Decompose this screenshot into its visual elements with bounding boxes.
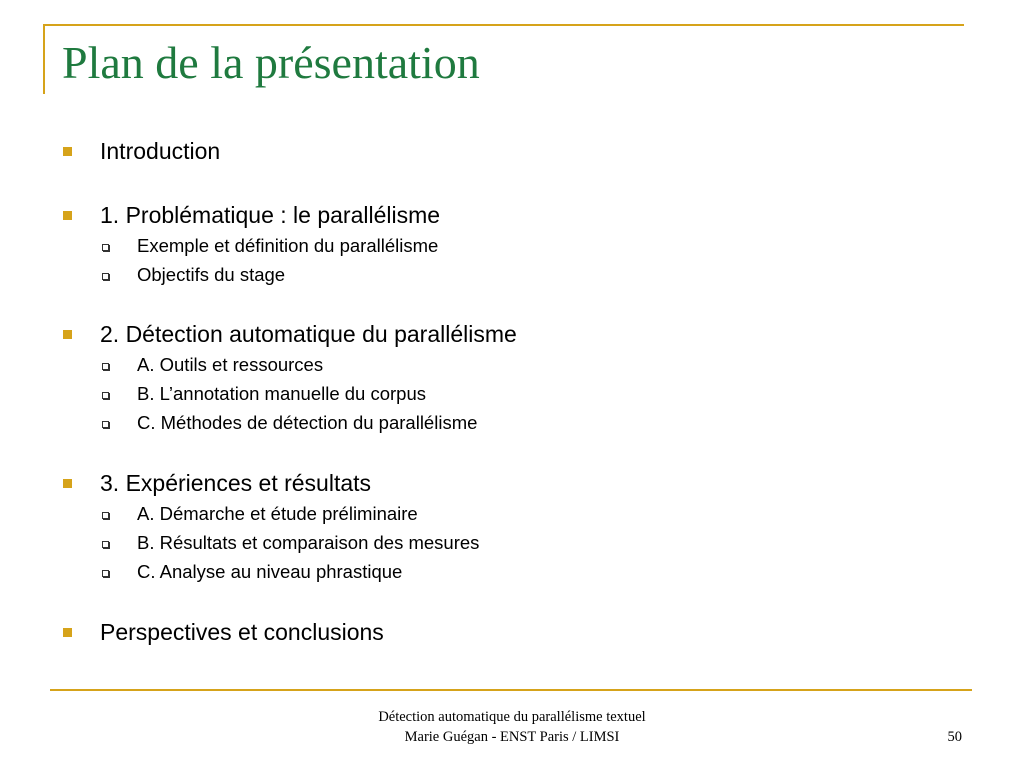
- outline-subitem: [137, 353, 323, 377]
- outline-item-label: 2. Détection automatique du parallélisme: [100, 321, 517, 347]
- outline-subitem-label: B. L’annotation manuelle du corpus: [137, 383, 427, 404]
- outline-item-label: 3. Expériences et résultats: [100, 470, 372, 496]
- outline-item-perspectives: [100, 618, 384, 646]
- slide-title: Plan de la présentation: [62, 37, 480, 88]
- hollow-square-bullet-icon: [102, 273, 109, 280]
- outline-subitem: [137, 502, 418, 526]
- hollow-square-bullet-icon: [102, 541, 109, 548]
- outline-subitem-label: B. Résultats et comparaison des mesures: [137, 532, 480, 553]
- outline-item-introduction: [100, 137, 220, 165]
- square-bullet-icon: [63, 211, 72, 220]
- outline-item-label: 1. Problématique : le parallélisme: [100, 202, 441, 228]
- square-bullet-icon: [63, 330, 72, 339]
- hollow-square-bullet-icon: [102, 392, 109, 399]
- outline-subitem: [137, 560, 402, 584]
- square-bullet-icon: [63, 628, 72, 637]
- outline-subitem: [137, 411, 477, 435]
- outline-item-problematique: [100, 201, 440, 229]
- square-bullet-icon: [63, 479, 72, 488]
- footer: [312, 707, 712, 747]
- outline-subitem: [137, 234, 438, 258]
- outline-subitem-label: A. Outils et ressources: [137, 354, 324, 375]
- footer-line-title: Détection automatique du parallélisme textuel: [378, 709, 646, 725]
- hollow-square-bullet-icon: [102, 363, 109, 370]
- outline-subitem-label: C. Méthodes de détection du parallélisme: [137, 412, 478, 433]
- page-number: 50: [947, 729, 962, 745]
- outline-item-label: Perspectives et conclusions: [100, 619, 384, 645]
- hollow-square-bullet-icon: [102, 512, 109, 519]
- outline-subitem-label: Exemple et définition du parallélisme: [137, 235, 439, 256]
- outline-item-detection: [100, 320, 517, 348]
- hollow-square-bullet-icon: [102, 570, 109, 577]
- outline-subitem-label: Objectifs du stage: [137, 264, 286, 285]
- outline-subitem: [137, 263, 285, 287]
- outline-subitem-label: C. Analyse au niveau phrastique: [137, 561, 403, 582]
- footer-line-author: Marie Guégan - ENST Paris / LIMSI: [404, 729, 620, 745]
- outline-item-label: Introduction: [100, 138, 221, 164]
- hollow-square-bullet-icon: [102, 421, 109, 428]
- hollow-square-bullet-icon: [102, 244, 109, 251]
- outline-subitem: [137, 531, 479, 555]
- square-bullet-icon: [63, 147, 72, 156]
- outline-subitem-label: A. Démarche et étude préliminaire: [137, 503, 418, 524]
- outline-subitem: [137, 382, 426, 406]
- outline-item-experiences: [100, 469, 371, 497]
- footer-divider: [50, 689, 972, 691]
